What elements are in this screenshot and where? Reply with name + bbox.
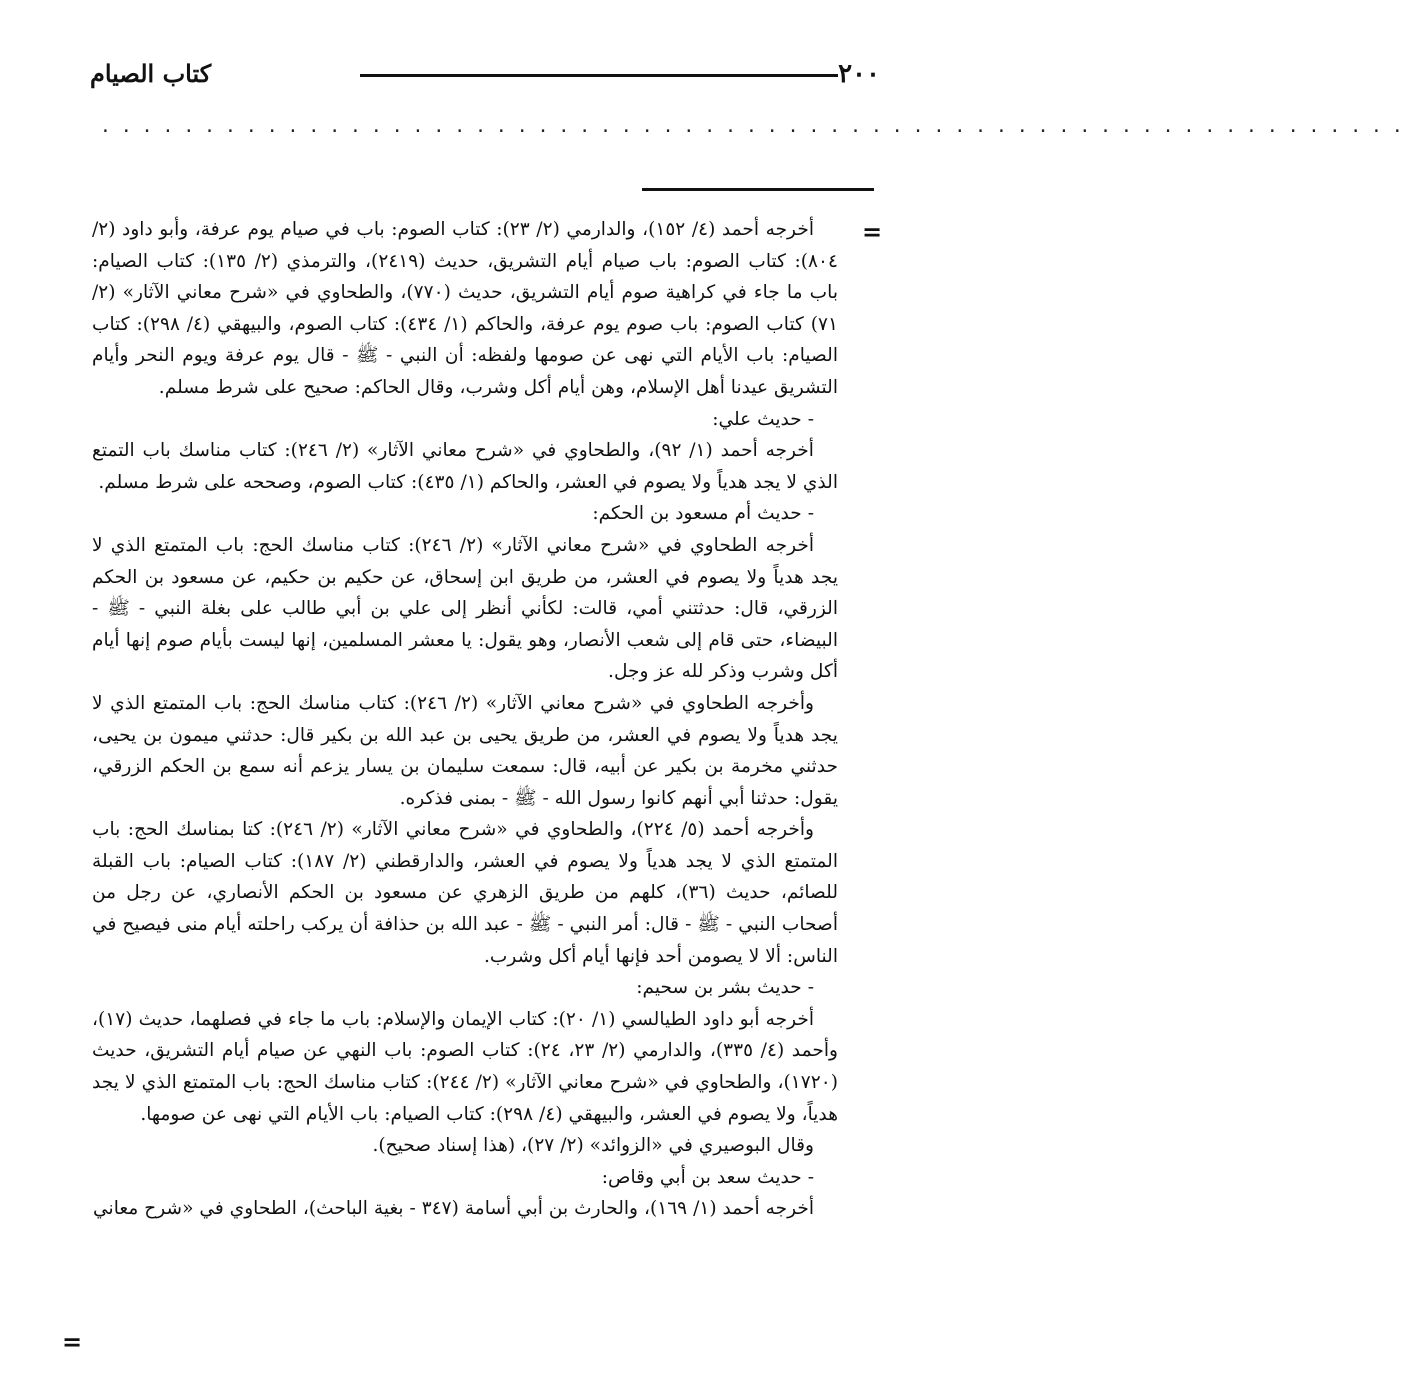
continuation-mark-bottom: = — [62, 1328, 83, 1356]
paragraph: أخرجه أبو داود الطيالسي (١/ ٢٠): كتاب الإيمان والإسلام: باب ما جاء في فصلهما، حديث (١٧)، وأحمد (٤/ ٣٣٥)، والدارمي (٢/ ٢٣، ٢٤): كتاب الصوم: باب النهي عن صيام أيام التشريق، حديث (١٧٢٠)، والطحاوي في «شرح معاني الآثار» (٢/ ٢٤٤): كتاب مناسك الحج: باب المتمتع الذي لا يجد هدياً، ولا يصوم في العشر، والبيهقي (٤/ ٢٩٨): كتاب الصيام: باب الأيام التي نهى عن صومها. — [92, 1008, 838, 1125]
hadith-heading: - حديث علي: — [712, 408, 814, 430]
footnote-rule — [642, 188, 874, 191]
page-number: ٢٠٠ — [838, 59, 880, 89]
paragraph: وأخرجه أحمد (٥/ ٢٢٤)، والطحاوي في «شرح معاني الآثار» (٢/ ٢٤٦): كتا بمناسك الحج: باب المتمتع الذي لا يجد هدياً ولا يصوم في العشر، والدارقطني (٢/ ١٨٧): كتاب الصيام: باب القبلة للصائم، حديث (٣٦)، كلهم من طريق الزهري عن مسعود بن الحكم الأنصاري، عن رجل من أصحاب النبي - ﷺ - قال: أمر النبي - ﷺ - عبد الله بن حذافة أن يركب راحلته أيام منى فيصيح في الناس: ألا لا يصومن أحد فإنها أيام أكل وشرب. — [92, 819, 838, 967]
continuation-mark-top: = — [862, 218, 883, 246]
header-rule — [360, 74, 838, 77]
paragraph: أخرجه الطحاوي في «شرح معاني الآثار» (٢/ ٢٤٦): كتاب مناسك الحج: باب المتمتع الذي لا يجد هدياً ولا يصوم في العشر، من طريق ابن إسحاق، عن حكيم بن حكيم، عن مسعود بن الحكم الزرقي، قال: حدثتني أمي، قالت: لكأني أنظر إلى علي بن أبي طالب على بغلة النبي - ﷺ - البيضاء، حتى قام إلى شعب الأنصار، وهو يقول: يا معشر المسلمين، إنها ليست بأيام صوم إنها أيام أكل وشرب وذكر لله عز وجل. — [92, 534, 838, 683]
paragraph: أخرجه أحمد (١/ ٩٢)، والطحاوي في «شرح معاني الآثار» (٢/ ٢٤٦): كتاب مناسك باب التمتع الذي لا يجد هدياً ولا يصوم في العشر، والحاكم (١/ ٤٣٥): كتاب الصوم، وصححه على شرط مسلم. — [92, 440, 838, 493]
running-title: كتاب الصيام — [90, 59, 212, 88]
hadith-heading: - حديث بشر بن سحيم: — [636, 977, 814, 999]
footnote-body — [92, 214, 838, 1225]
paragraph: أخرجه أحمد (٤/ ١٥٢)، والدارمي (٢/ ٢٣): كتاب الصوم: باب في صيام يوم عرفة، وأبو داود (٢/ ٨٠٤): كتاب الصوم: باب صيام أيام التشريق، حديث (٢٤١٩)، والترمذي (٢/ ١٣٥): كتاب الصيام: باب ما جاء في كراهية صوم أيام التشريق، حديث (٧٧٠)، والطحاوي في «شرح معاني الآثار» (٢/ ٧١) كتاب الصوم: باب صوم يوم عرفة، والحاكم (١/ ٤٣٤): كتاب الصوم، والبيهقي (٤/ ٢٩٨): كتاب الصيام: باب الأيام التي نهى عن صومها ولفظه: أن النبي - ﷺ - قال يوم عرفة ويوم النحر وأيام التشريق عيدنا أهل الإسلام، وهن أيام أكل وشرب، وقال الحاكم: صحيح على شرط مسلم. — [92, 219, 839, 398]
page-header — [90, 56, 880, 92]
paragraph: وأخرجه الطحاوي في «شرح معاني الآثار» (٢/ ٢٤٦): كتاب مناسك الحج: باب المتمتع الذي لا يجد هدياً ولا يصوم في العشر، من طريق يحيى بن عبد الله بن بكير قال: حدثني ميمون بن يحيى، حدثني مخرمة بن بكير عن أبيه، قال: سمعت سليمان بن يسار يزعم أنه سمع بن الحكم الزرقي، يقول: حدثنا أبي أنهم كانوا رسول الله - ﷺ - بمنى فذكره. — [92, 692, 838, 809]
paragraph: وقال البوصيري في «الزوائد» (٢/ ٢٧)، (هذا إسناد صحيح). — [372, 1135, 814, 1157]
hadith-heading: - حديث أم مسعود بن الحكم: — [592, 503, 814, 525]
section-separator-dots: ............................................................... — [100, 116, 1413, 137]
paragraph: أخرجه أحمد (١/ ١٦٩)، والحارث بن أبي أسامة (٣٤٧ - بغية الباحث)، الطحاوي في «شرح معاني — [93, 1198, 814, 1220]
hadith-heading: - حديث سعد بن أبي وقاص: — [601, 1166, 814, 1188]
